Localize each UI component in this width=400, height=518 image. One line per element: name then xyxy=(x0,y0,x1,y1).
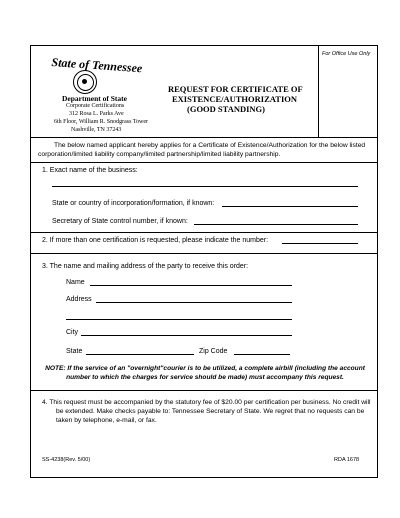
address-line-1: Corporate Certifications xyxy=(66,103,125,109)
department-name: Department of State xyxy=(62,94,127,103)
form-title-2: EXISTENCE/AUTHORIZATION xyxy=(172,94,298,104)
city-label: City xyxy=(66,329,79,336)
state-label: State xyxy=(66,348,83,355)
state-title: State of Tennessee xyxy=(51,55,143,76)
section2-label: 2. If more than one certification is requested, please indicate the number: xyxy=(42,237,269,244)
office-use-label: For Office Use Only xyxy=(322,51,371,57)
rda-number: RDA 1678 xyxy=(334,457,360,463)
address-label: Address xyxy=(66,296,92,303)
form-id: SS-4238(Rev. 5/00) xyxy=(42,457,91,463)
address-line-3: 6th Floor, William R. Snodgrass Tower xyxy=(54,119,149,125)
section4-text: 4. This request must be accompanied by the statutory fee of $20.00 per certification per business. No credit will be extended. Make checks payable to: Tennessee Secretary of State. We regret that no requests can be taken by telephone, e-mail, or fax. xyxy=(42,399,371,424)
state-incorporation-label: State or country of incorporation/formation, if known: xyxy=(52,200,215,207)
courier-note: NOTE: If the service of an "overnight"courier is to be utilized, a complete airbill (including the account number to which the charges for service should be made) must accompany this request. xyxy=(45,365,365,381)
state-field[interactable] xyxy=(86,354,194,355)
name-field[interactable] xyxy=(90,285,292,286)
divider-1 xyxy=(30,162,378,163)
name-label: Name xyxy=(66,279,85,286)
state-seal xyxy=(73,70,97,94)
divider-2 xyxy=(30,232,378,233)
secretary-number-field[interactable] xyxy=(194,224,358,225)
business-name-field[interactable] xyxy=(52,186,358,187)
divider-3 xyxy=(30,253,378,254)
address-field[interactable] xyxy=(96,302,292,303)
divider-4 xyxy=(30,390,378,391)
form-title-3: (GOOD STANDING) xyxy=(187,104,265,114)
form-title-1: REQUEST FOR CERTIFICATE OF xyxy=(168,84,303,94)
state-incorporation-field[interactable] xyxy=(222,206,358,207)
zip-label: Zip Code xyxy=(199,348,228,355)
section3-label: 3. The name and mailing address of the party to receive this order: xyxy=(42,263,249,270)
section1-label: 1. Exact name of the business: xyxy=(42,167,138,174)
city-field[interactable] xyxy=(81,335,292,336)
secretary-number-label: Secretary of State control number, if known: xyxy=(52,218,188,225)
address-field-2[interactable] xyxy=(66,319,292,320)
intro-text: The below named applicant hereby applies for a Certificate of Existence/Authorization for the below listed corporation/limited liability company/limited partnership/limited liability partnership. xyxy=(38,142,366,158)
address-line-4: Nashville, TN 37243 xyxy=(71,127,122,133)
address-line-2: 312 Rosa L. Parks Ave xyxy=(69,111,124,117)
zip-field[interactable] xyxy=(234,354,290,355)
certification-count-field[interactable] xyxy=(282,243,358,244)
